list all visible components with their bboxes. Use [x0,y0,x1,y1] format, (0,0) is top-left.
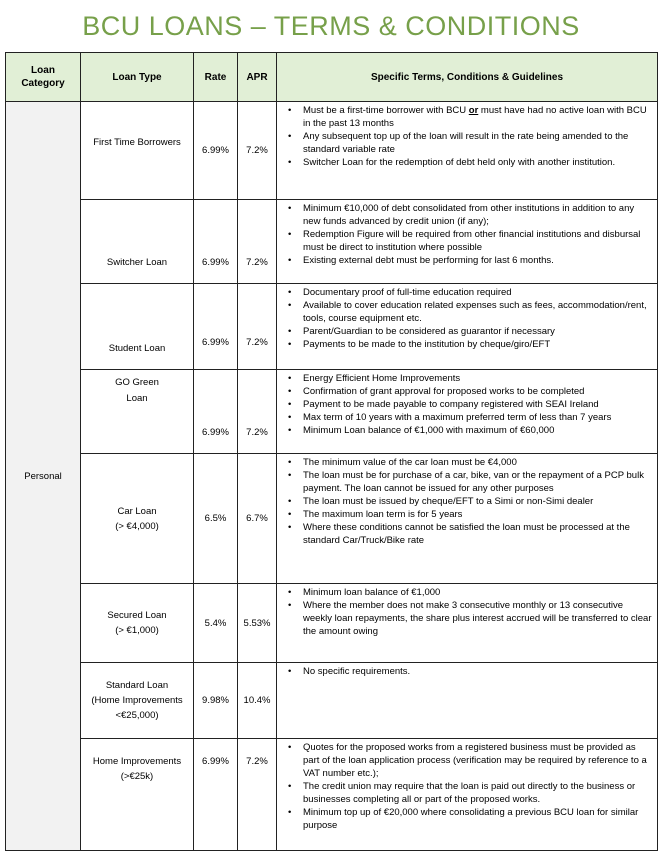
header-terms: Specific Terms, Conditions & Guidelines [277,53,658,102]
header-apr: APR [238,53,277,102]
table-row [6,102,658,200]
table-row [6,663,658,739]
rate-cell: 6.99% [194,739,238,851]
list-item: • The loan must be for purchase of a car, bike, van or the repayment of a PCP bulk payment. The loan cannot be issued for any other purposes [303,469,653,495]
terms-cell [277,739,658,851]
loan-type-line: (> €4,000) [115,520,159,532]
rate-cell: 6.99% [194,200,238,284]
terms-cell [277,102,658,200]
loan-category-cell [6,102,81,851]
terms-cell [277,454,658,584]
terms-list [283,372,653,437]
rate-cell: 9.98% [194,663,238,739]
list-item: • Must be a first-time borrower with BCU or must have had no active loan with BCU in the past 13 months [303,104,653,130]
list-item: • Documentary proof of full-time education required [303,286,653,299]
loan-type-cell [81,200,194,284]
list-item: • Any subsequent top up of the loan will result in the rate being amended to the standard variable rate [303,130,653,156]
list-item: • Payment to be made payable to company registered with SEAI Ireland [303,398,653,411]
terms-cell [277,200,658,284]
list-item: • Available to cover education related expenses such as fees, accommodation/rent, tools, course equipment etc. [303,299,653,325]
list-item: • Minimum loan balance of €1,000 [303,586,653,599]
terms-list [283,286,653,351]
rate-cell: 6.99% [194,102,238,200]
apr-cell: 7.2% [238,102,277,200]
table-row [6,454,658,584]
loan-type: Switcher Loan [106,257,168,268]
loan-type-cell [81,102,194,200]
list-item: • Switcher Loan for the redemption of debt held only with another institution. [303,156,653,169]
loan-type-line: (> €1,000) [115,625,159,636]
loan-type-line: Standard Loan [105,680,169,691]
list-item: • The minimum value of the car loan must be €4,000 [303,456,653,469]
apr-cell: 7.2% [238,200,277,284]
terms-cell [277,584,658,663]
terms-list [283,104,653,169]
terms-cell [277,663,658,739]
loan-type-line: (>€25k) [120,771,154,782]
list-item: • Where these conditions cannot be satisfied the loan must be processed at the standard Car/Truck/Bike rate [303,521,653,547]
loan-type-line: (Home Improvements [91,695,183,706]
list-item: • Existing external debt must be performing for last 6 months. [303,254,653,267]
table-row [6,200,658,284]
list-item: • Redemption Figure will be required from other financial institutions and disbursal must be direct to institution where possible [303,228,653,254]
table-row [6,370,658,454]
loan-type-line: Home Improvements [92,756,182,767]
terms-cell [277,370,658,454]
terms-list [283,741,653,832]
loan-type-line: Car Loan [117,505,157,517]
apr-cell: 7.2% [238,739,277,851]
list-item: • Energy Efficient Home Improvements [303,372,653,385]
list-item: • The credit union may require that the loan is paid out directly to the business or businesses completing all or part of the proposed works. [303,780,653,806]
loan-type-cell [81,663,194,739]
loan-category: Personal [24,470,62,482]
list-item: • Minimum top up of €20,000 where consolidating a previous BCU loan for similar purpose [303,806,653,832]
loan-type-cell [81,454,194,584]
list-item: • Minimum Loan balance of €1,000 with maximum of €60,000 [303,424,653,437]
table-row [6,584,658,663]
terms-cell [277,284,658,370]
loan-type-cell [81,739,194,851]
terms-list [283,202,653,267]
loans-table [5,52,658,851]
loan-type-line: GO Green [115,377,159,388]
page-title: BCU LOANS – TERMS & CONDITIONS [82,11,580,41]
list-item: • Max term of 10 years with a maximum preferred term of less than 7 years [303,411,653,424]
terms-list [283,586,653,638]
list-item: • No specific requirements. [303,665,653,678]
rate-cell: 6.99% [194,370,238,454]
header-row [6,53,658,102]
rate-cell: 6.5% [194,454,238,584]
list-item: • Minimum €10,000 of debt consolidated from other institutions in addition to any new funds advanced by credit union (if any); [303,202,653,228]
loan-type-cell [81,284,194,370]
rate-cell: 6.99% [194,284,238,370]
list-item: • Where the member does not make 3 consecutive monthly or 13 consecutive weekly loan repayments, the share plus interest accrued will be transferred to clear the amount owing [303,599,653,638]
loan-type-line: Secured Loan [107,610,167,621]
apr-cell: 6.7% [238,454,277,584]
loan-type: First Time Borrowers [93,137,181,148]
list-item: • Confirmation of grant approval for proposed works to be completed [303,385,653,398]
loan-type-line: <€25,000) [115,710,159,721]
apr-cell: 7.2% [238,370,277,454]
loan-type-cell [81,370,194,454]
list-item: • The loan must be issued by cheque/EFT to a Simi or non-Simi dealer [303,495,653,508]
header-loan-type: Loan Type [81,53,194,102]
header-loan-category: Loan Category [6,53,81,102]
loan-type-line: Loan [126,393,148,404]
header-rate: Rate [194,53,238,102]
apr-cell: 7.2% [238,284,277,370]
table-row [6,739,658,851]
list-item: • Parent/Guardian to be considered as guarantor if necessary [303,325,653,338]
rate-cell: 5.4% [194,584,238,663]
terms-list [283,456,653,547]
table-row [6,284,658,370]
list-item: • The maximum loan term is for 5 years [303,508,653,521]
loan-type-cell [81,584,194,663]
apr-cell: 10.4% [238,663,277,739]
list-item: • Payments to be made to the institution by cheque/giro/EFT [303,338,653,351]
loan-type: Student Loan [108,343,166,354]
apr-cell: 5.53% [238,584,277,663]
list-item: • Quotes for the proposed works from a registered business must be provided as part of the loan application process (verification may be required by reference to a VAT number etc.); [303,741,653,780]
terms-list [283,665,653,678]
